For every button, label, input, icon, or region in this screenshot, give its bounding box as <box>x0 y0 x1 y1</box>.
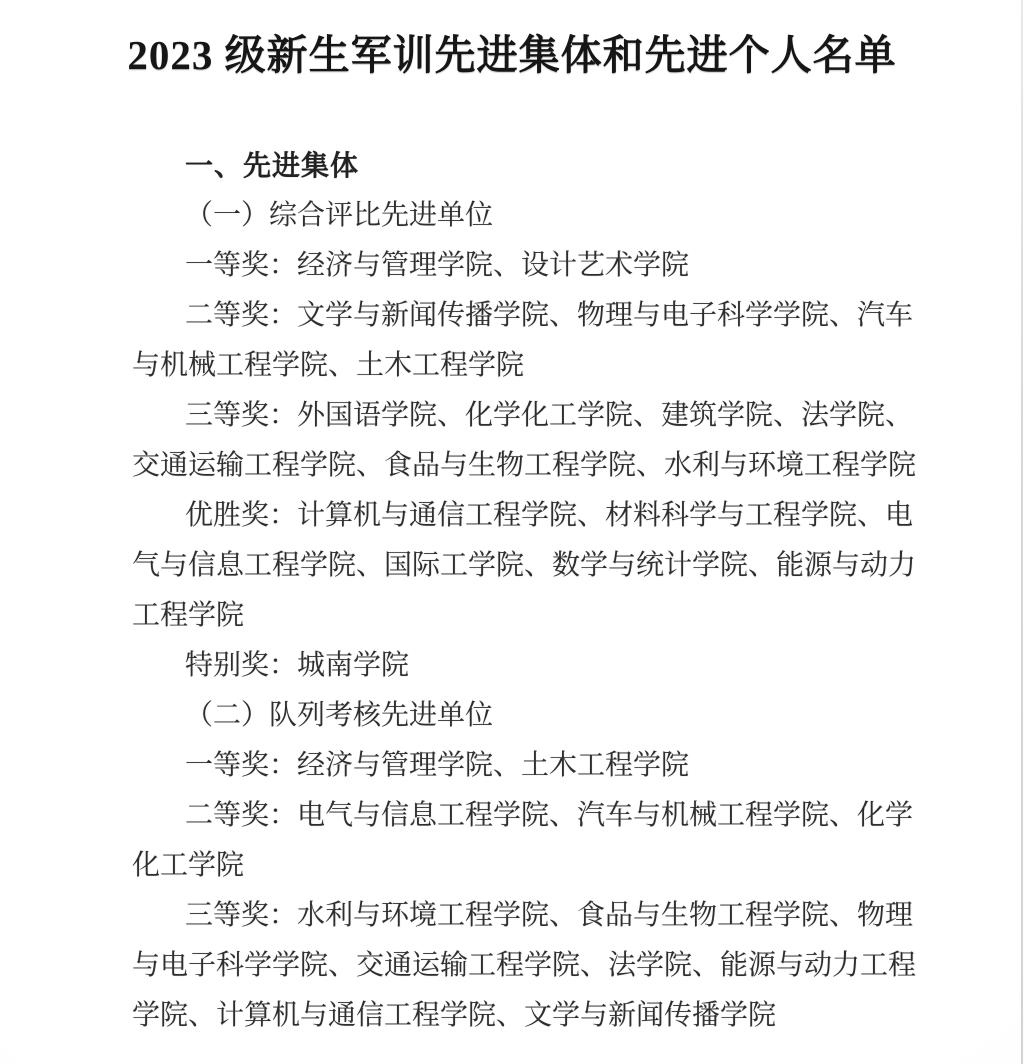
award-line: 三等奖：外国语学院、化学化工学院、建筑学院、法学院、 <box>185 400 914 431</box>
section-heading: 一、先进集体 <box>185 150 360 181</box>
award-line: 化工学院 <box>132 850 245 881</box>
award-line: 特别奖：城南学院 <box>185 650 410 681</box>
document-title: 2023 级新生军训先进集体和先进个人名单 <box>127 32 897 78</box>
page-right-edge-shadow <box>1021 0 1023 1064</box>
award-line: 学院、计算机与通信工程学院、文学与新闻传播学院 <box>132 1000 777 1031</box>
subsection-heading: （一）综合评比先进单位 <box>185 200 494 231</box>
award-line: 优胜奖：计算机与通信工程学院、材料科学与工程学院、电 <box>185 500 914 531</box>
award-line: 气与信息工程学院、国际工学院、数学与统计学院、能源与动力 <box>132 550 917 581</box>
document-body <box>132 141 917 1041</box>
award-line: 一等奖：经济与管理学院、土木工程学院 <box>185 750 690 781</box>
award-line: 一等奖：经济与管理学院、设计艺术学院 <box>185 250 690 281</box>
award-line: 二等奖：电气与信息工程学院、汽车与机械工程学院、化学 <box>185 800 914 831</box>
award-line: 二等奖：文学与新闻传播学院、物理与电子科学学院、汽车 <box>185 300 914 331</box>
award-line: 与电子科学学院、交通运输工程学院、法学院、能源与动力工程 <box>132 950 917 981</box>
award-line: 工程学院 <box>132 600 245 631</box>
award-line: 三等奖：水利与环境工程学院、食品与生物工程学院、物理 <box>185 900 914 931</box>
award-line: 交通运输工程学院、食品与生物工程学院、水利与环境工程学院 <box>132 450 917 481</box>
subsection-heading: （二）队列考核先进单位 <box>185 700 494 731</box>
award-line: 与机械工程学院、土木工程学院 <box>132 350 525 381</box>
